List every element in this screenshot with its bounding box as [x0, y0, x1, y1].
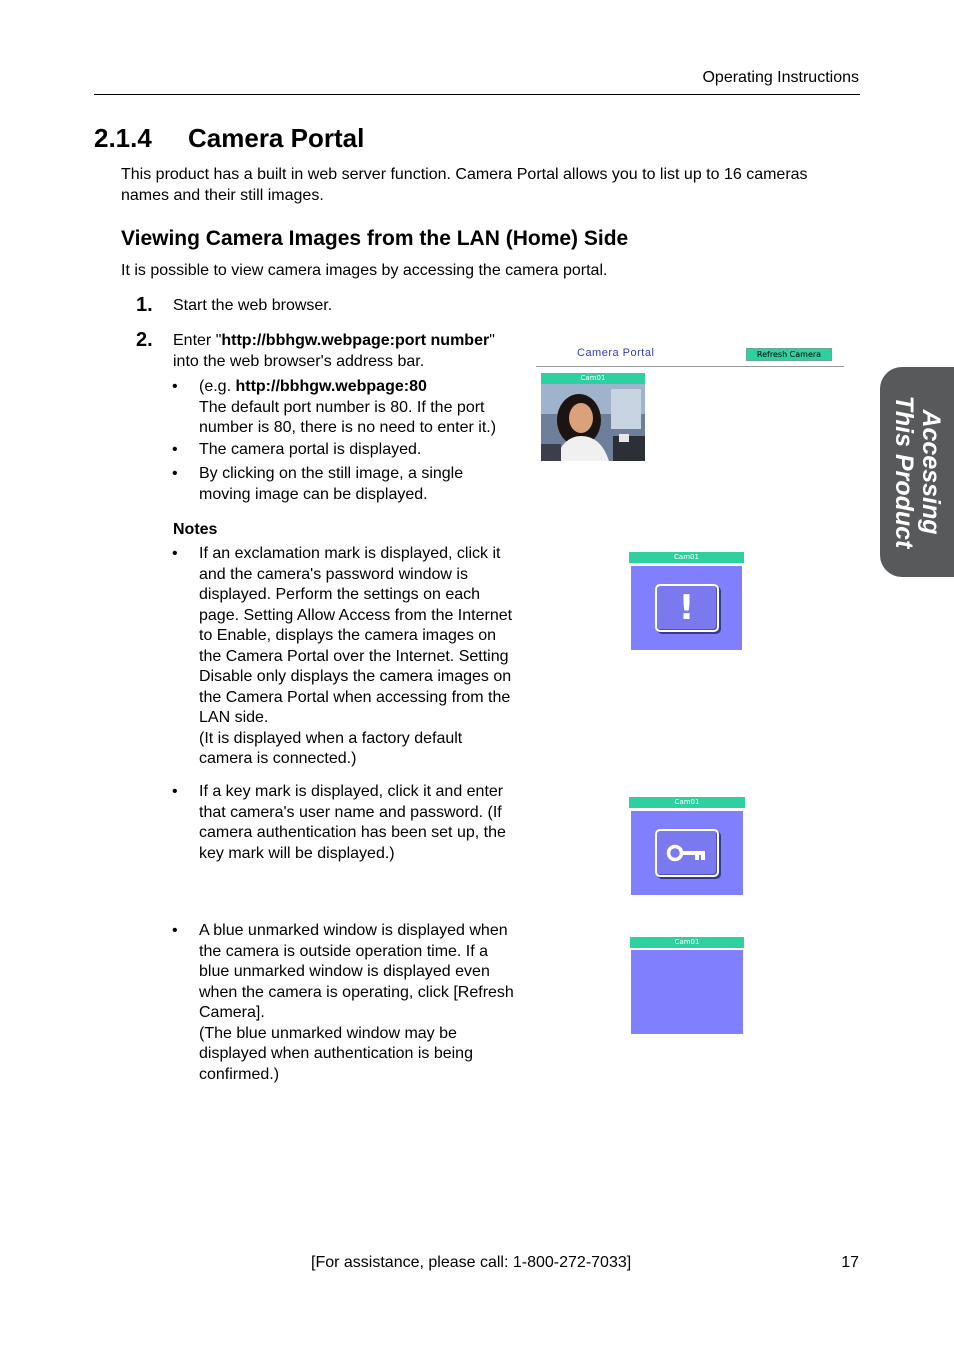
bullet-dot: •	[172, 441, 178, 458]
key-icon[interactable]	[655, 829, 719, 877]
step-2-text-after: " into the web browser's address bar.	[173, 332, 495, 370]
portal-rule	[536, 366, 844, 367]
bullet-moving-image: By clicking on the still image, a single moving image can be displayed.	[199, 465, 464, 503]
step-2-url: http://bbhgw.webpage:port number	[221, 332, 490, 349]
bullet-example-prefix: (e.g.	[199, 378, 236, 395]
section-number: 2.1.4	[94, 123, 152, 153]
subsection-lead: It is possible to view camera images by accessing the camera portal.	[121, 262, 608, 279]
bullet-dot: •	[172, 378, 178, 395]
note-blue-window-text: A blue unmarked window is displayed when the camera is outside operation time. If a blue unmarked window is displayed even when the camera is operating, click [Refresh Camera].	[199, 922, 514, 1021]
notes-heading: Notes	[173, 521, 218, 538]
note-blue-window	[199, 921, 519, 1085]
exclamation-icon[interactable]: !	[655, 584, 719, 632]
side-tab-line-1: Accessing	[917, 409, 945, 535]
step-text-1: Start the web browser.	[173, 297, 333, 314]
bullet-portal-displayed: The camera portal is displayed.	[199, 441, 422, 458]
section-title: Camera Portal	[188, 123, 365, 153]
step-number-1: 1.	[136, 294, 153, 316]
header-rule	[94, 94, 860, 95]
portal-title: Camera Portal	[577, 347, 655, 359]
bullet-example-port	[199, 377, 517, 439]
chapter-side-tab-label	[890, 372, 944, 572]
camera-blank-window[interactable]	[631, 950, 743, 1034]
bullet-dot: •	[172, 545, 178, 562]
note-blue-window-detail: (The blue unmarked window may be displayed when authentication is being confirmed.)	[199, 1024, 473, 1083]
note-key-mark: If a key mark is displayed, click it and enter that camera's user name and password. (If camera authentication has been set up, the key mark will be displayed.)	[199, 783, 506, 862]
section-heading	[94, 122, 364, 154]
bullet-dot: •	[172, 783, 178, 800]
camera-label: Cam01	[629, 552, 744, 563]
note-exclamation-text: If an exclamation mark is displayed, click it and the camera's password window is displayed. Perform the settings on each page. Setting Allow Access from the Internet to Enable, displays the camera images on the Camera Portal over the Internet. Setting Disable only displays the camera images on the Camera Portal when accessing from the LAN side.	[199, 545, 513, 726]
camera-label: Cam01	[630, 937, 744, 948]
running-header: Operating Instructions	[702, 69, 859, 86]
note-exclamation	[199, 544, 519, 770]
step-number-2: 2.	[136, 329, 153, 351]
camera-key-window[interactable]	[631, 811, 743, 895]
side-tab-line-2: This Product	[890, 395, 918, 549]
bullet-dot: •	[172, 922, 178, 939]
bullet-example-url: http://bbhgw.webpage:80	[235, 378, 427, 395]
camera-photo-illustration	[541, 384, 645, 461]
camera-still-image[interactable]	[541, 384, 645, 461]
step-text-2	[173, 331, 518, 372]
page-number: 17	[841, 1254, 859, 1271]
assistance-footer: [For assistance, please call: 1-800-272-7033]	[311, 1254, 632, 1271]
refresh-camera-button[interactable]: Refresh Camera	[746, 348, 832, 361]
camera-exclamation-window[interactable]	[631, 566, 742, 650]
section-intro: This product has a built in web server function. Camera Portal allows you to list up to 16 cameras names and their still images.	[121, 166, 808, 204]
step-2-text-before: Enter "	[173, 332, 222, 349]
camera-label: Cam01	[541, 373, 645, 384]
camera-label: Cam01	[629, 797, 745, 808]
bullet-dot: •	[172, 465, 178, 482]
subsection-heading: Viewing Camera Images from the LAN (Home) Side	[121, 227, 629, 250]
note-exclamation-detail: (It is displayed when a factory default camera is connected.)	[199, 729, 463, 767]
bullet-example-rest: The default port number is 80. If the port number is 80, there is no need to enter it.)	[199, 398, 497, 436]
chapter-side-tab	[880, 367, 954, 577]
